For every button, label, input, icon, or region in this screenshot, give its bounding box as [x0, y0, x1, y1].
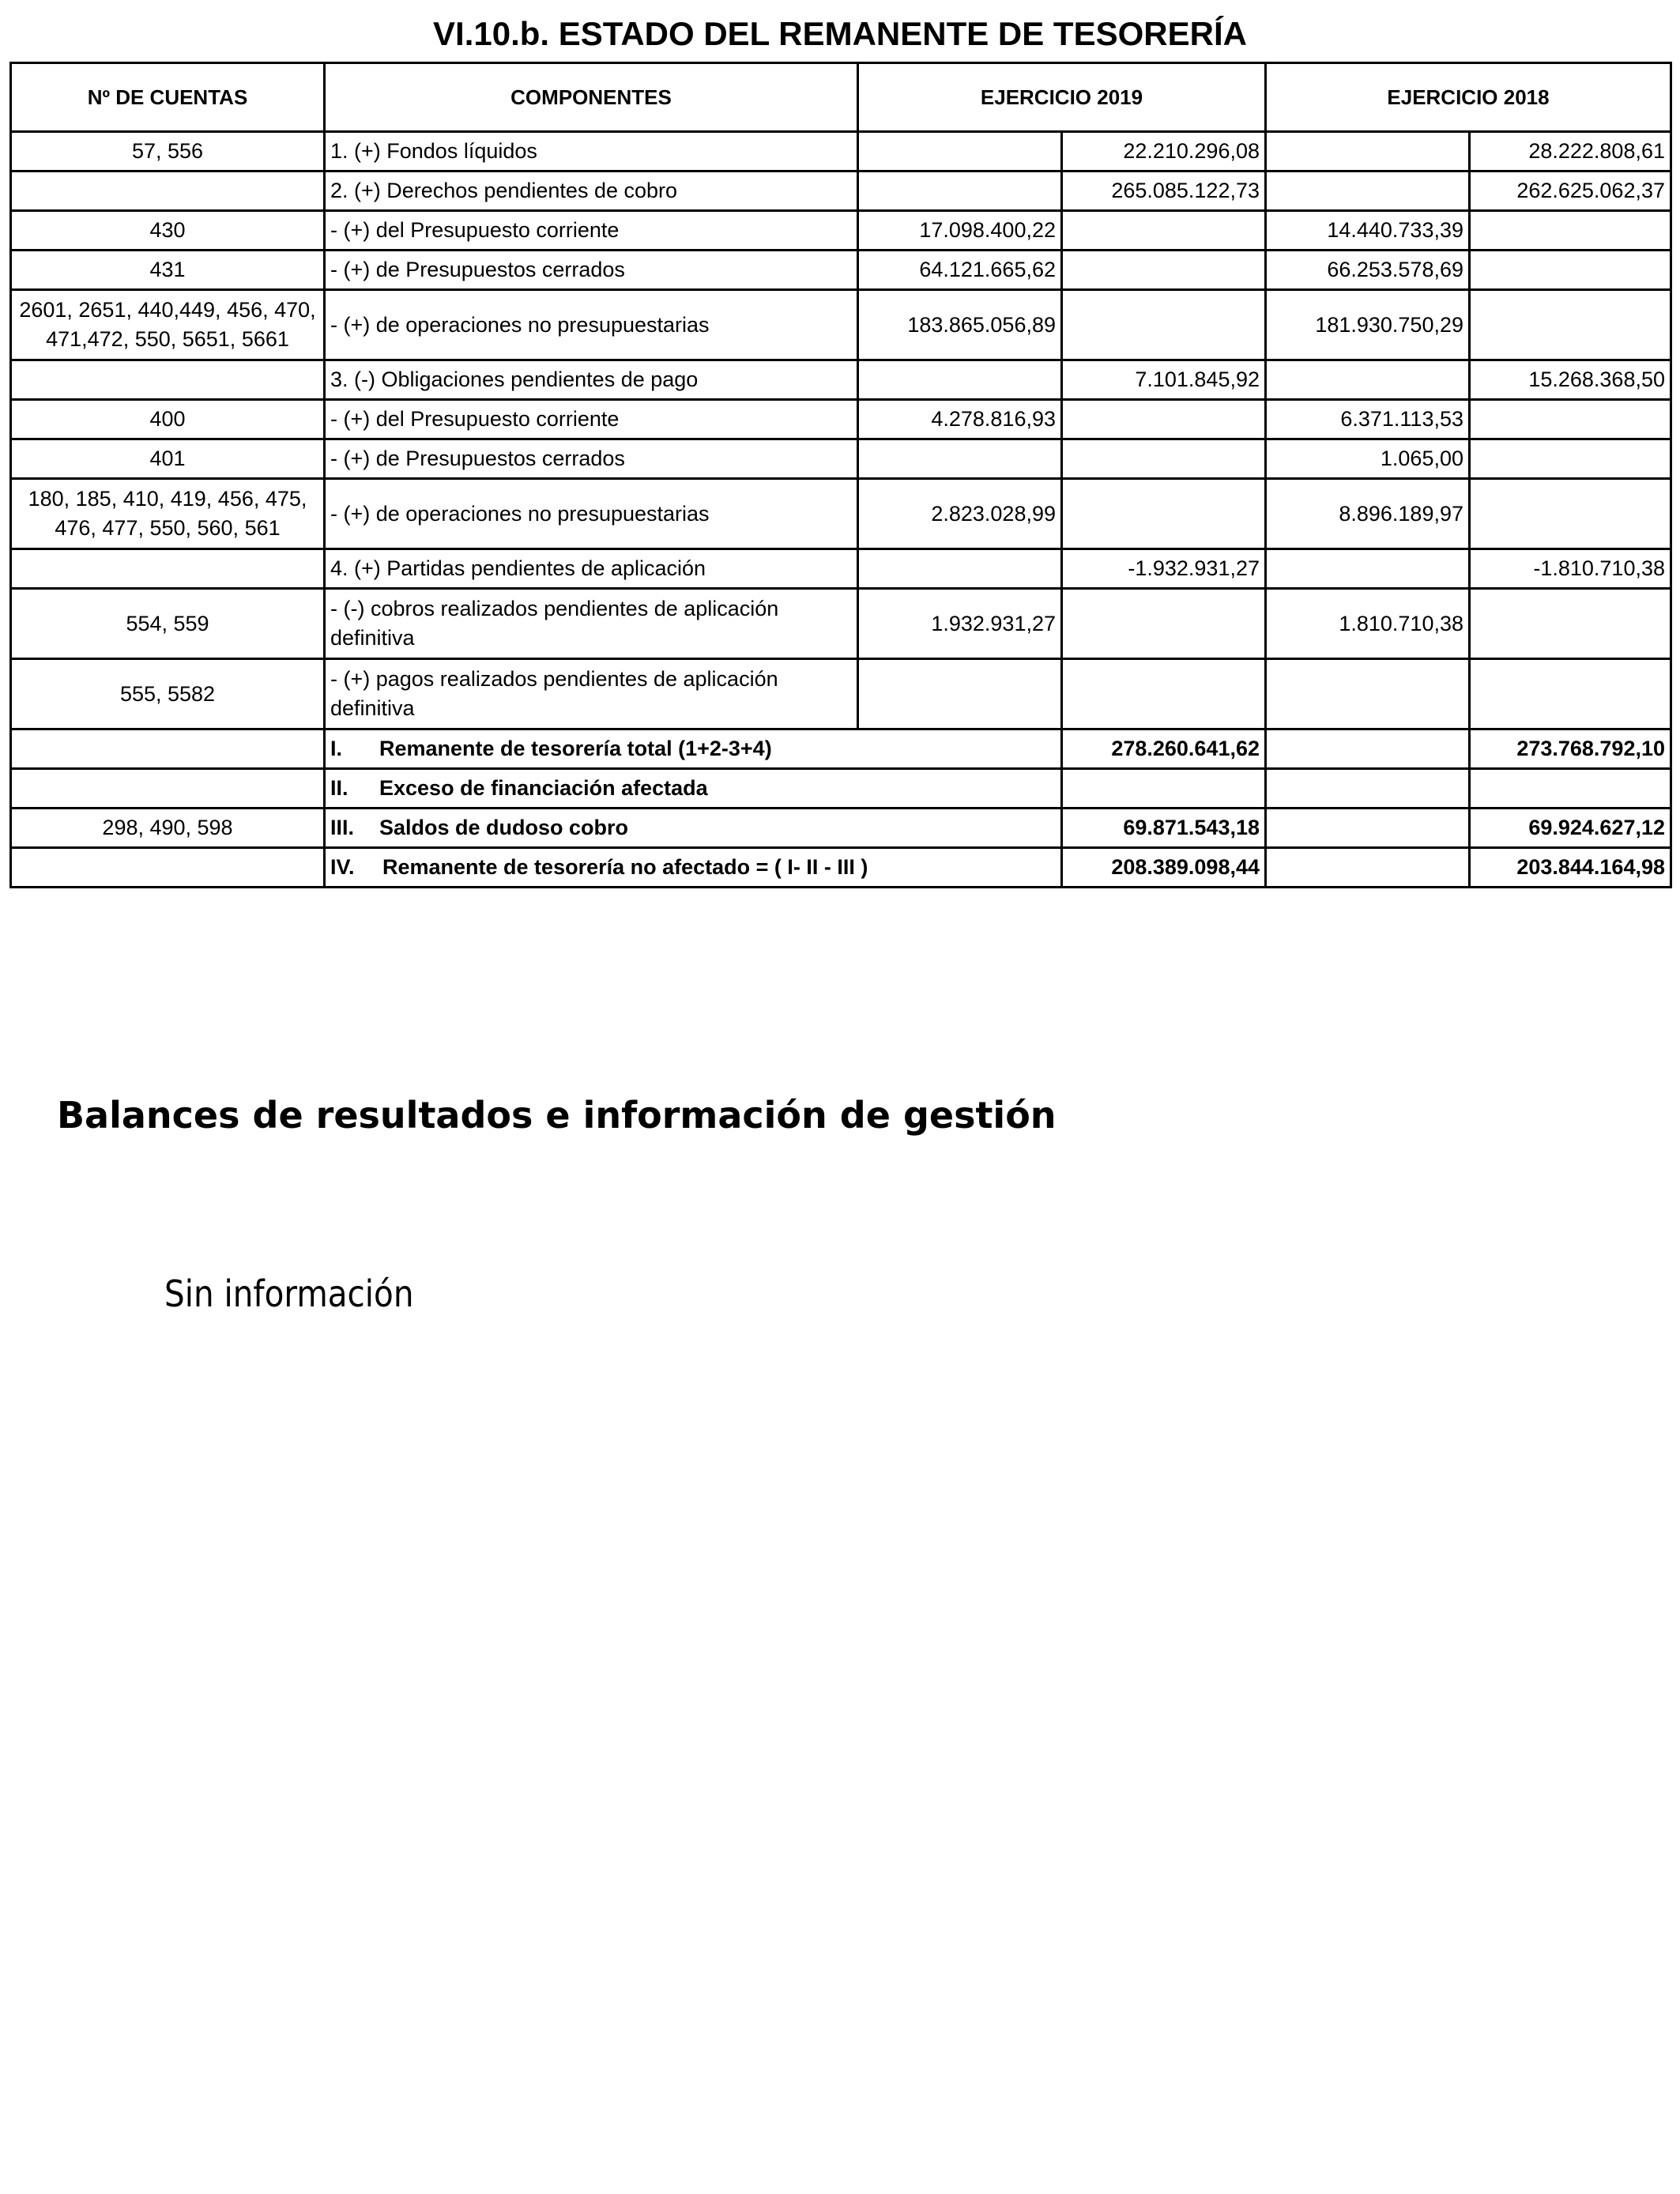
detalle-2019-cell: 183.865.056,89 [858, 290, 1062, 360]
total-label-cell [325, 729, 1062, 769]
table-row [11, 132, 1671, 172]
total-2018-cell [1470, 251, 1671, 290]
header-ejercicio-2019: EJERCICIO 2019 [858, 63, 1266, 132]
table-row [11, 439, 1671, 479]
detalle-2018-cell: 1.810.710,38 [1266, 589, 1470, 659]
componente-cell: 1. (+) Fondos líquidos [325, 132, 858, 172]
detalle-2018-cell [1266, 549, 1470, 589]
cuentas-cell [11, 729, 325, 769]
detalle-2019-cell [858, 549, 1062, 589]
cuentas-cell: 2601, 2651, 440,449, 456, 470, 471,472, 550, 5651, 5661 [11, 290, 325, 360]
total-2019-cell: -1.932.931,27 [1062, 549, 1266, 589]
total-label-cell [325, 848, 1062, 888]
table-header-row [11, 63, 1671, 132]
cuentas-cell: 401 [11, 439, 325, 479]
total-2019-cell: 265.085.122,73 [1062, 172, 1266, 211]
cuentas-cell [11, 549, 325, 589]
componente-cell: 3. (-) Obligaciones pendientes de pago [325, 360, 858, 400]
componente-cell: - (+) de Presupuestos cerrados [325, 251, 858, 290]
table-row [11, 290, 1671, 360]
detalle-2019-cell [858, 172, 1062, 211]
detalle-2019-cell: 4.278.816,93 [858, 400, 1062, 439]
table-row [11, 589, 1671, 659]
table-row [11, 549, 1671, 589]
total-2019-cell: 7.101.845,92 [1062, 360, 1266, 400]
cuentas-cell [11, 172, 325, 211]
cuentas-cell: 430 [11, 211, 325, 251]
detalle-2018-cell: 1.065,00 [1266, 439, 1470, 479]
section-heading: Balances de resultados e información de gestión [57, 1094, 1057, 1137]
detalle-2018-cell [1266, 172, 1470, 211]
detalle-2019-cell: 64.121.665,62 [858, 251, 1062, 290]
total-2018-cell [1470, 479, 1671, 549]
total-2019-cell [1062, 211, 1266, 251]
cuentas-cell: 57, 556 [11, 132, 325, 172]
header-cuentas: Nº DE CUENTAS [11, 63, 325, 132]
detalle-2018-cell: 66.253.578,69 [1266, 251, 1470, 290]
total-2018-cell: 273.768.792,10 [1470, 729, 1671, 769]
detalle-2018-cell: 6.371.113,53 [1266, 400, 1470, 439]
componente-cell: - (+) de operaciones no presupuestarias [325, 479, 858, 549]
detalle-2019-cell: 17.098.400,22 [858, 211, 1062, 251]
detalle-2018-cell [1266, 729, 1470, 769]
componente-cell: - (+) del Presupuesto corriente [325, 400, 858, 439]
total-2019-cell [1062, 769, 1266, 809]
total-2019-cell: 69.871.543,18 [1062, 809, 1266, 848]
table-row [11, 251, 1671, 290]
total-2019-cell [1062, 290, 1266, 360]
componente-cell: 2. (+) Derechos pendientes de cobro [325, 172, 858, 211]
total-2018-cell [1470, 400, 1671, 439]
total-2018-cell [1470, 659, 1671, 729]
table-row [11, 479, 1671, 549]
total-label: Exceso de financiación afectada [379, 776, 708, 800]
total-2018-cell: -1.810.710,38 [1470, 549, 1671, 589]
total-row [11, 809, 1671, 848]
total-label: Remanente de tesorería total (1+2-3+4) [379, 737, 772, 760]
detalle-2019-cell [858, 659, 1062, 729]
total-label-cell [325, 769, 1062, 809]
detalle-2018-cell [1266, 659, 1470, 729]
total-row [11, 729, 1671, 769]
table-row [11, 400, 1671, 439]
total-2019-cell [1062, 659, 1266, 729]
total-row [11, 769, 1671, 809]
componente-cell: - (-) cobros realizados pendientes de aplicación definitiva [325, 589, 858, 659]
page-title: VI.10.b. ESTADO DEL REMANENTE DE TESORERÍA [433, 15, 1247, 52]
total-label-cell [325, 809, 1062, 848]
total-2018-cell [1470, 589, 1671, 659]
total-2018-cell: 203.844.164,98 [1470, 848, 1671, 888]
cuentas-cell: 431 [11, 251, 325, 290]
total-2018-cell [1470, 439, 1671, 479]
total-2019-cell [1062, 251, 1266, 290]
total-2018-cell [1470, 211, 1671, 251]
header-ejercicio-2018: EJERCICIO 2018 [1266, 63, 1671, 132]
cuentas-cell [11, 769, 325, 809]
detalle-2018-cell [1266, 848, 1470, 888]
total-2018-cell: 262.625.062,37 [1470, 172, 1671, 211]
total-2018-cell: 28.222.808,61 [1470, 132, 1671, 172]
componente-cell: - (+) del Presupuesto corriente [325, 211, 858, 251]
detalle-2019-cell: 2.823.028,99 [858, 479, 1062, 549]
total-2018-cell: 15.268.368,50 [1470, 360, 1671, 400]
total-2019-cell [1062, 400, 1266, 439]
detalle-2018-cell: 181.930.750,29 [1266, 290, 1470, 360]
detalle-2019-cell [858, 439, 1062, 479]
cuentas-cell [11, 360, 325, 400]
cuentas-cell: 555, 5582 [11, 659, 325, 729]
roman-numeral: IV. [330, 855, 355, 879]
total-2018-cell [1470, 769, 1671, 809]
componente-cell: - (+) pagos realizados pendientes de aplicación definitiva [325, 659, 858, 729]
table-row [11, 360, 1671, 400]
detalle-2018-cell [1266, 132, 1470, 172]
cuentas-cell [11, 848, 325, 888]
detalle-2018-cell: 14.440.733,39 [1266, 211, 1470, 251]
total-row [11, 848, 1671, 888]
table-row [11, 659, 1671, 729]
total-label: Remanente de tesorería no afectado = ( I- II - III ) [382, 855, 868, 879]
detalle-2018-cell [1266, 809, 1470, 848]
total-label: Saldos de dudoso cobro [379, 816, 629, 839]
total-2019-cell: 208.389.098,44 [1062, 848, 1266, 888]
detalle-2018-cell: 8.896.189,97 [1266, 479, 1470, 549]
total-2019-cell: 22.210.296,08 [1062, 132, 1266, 172]
componente-cell: - (+) de Presupuestos cerrados [325, 439, 858, 479]
total-2019-cell [1062, 479, 1266, 549]
remanente-table [9, 62, 1672, 888]
cuentas-cell: 554, 559 [11, 589, 325, 659]
cuentas-cell: 298, 490, 598 [11, 809, 325, 848]
componente-cell: - (+) de operaciones no presupuestarias [325, 290, 858, 360]
total-2018-cell: 69.924.627,12 [1470, 809, 1671, 848]
total-2018-cell [1470, 290, 1671, 360]
total-2019-cell [1062, 439, 1266, 479]
table-row [11, 211, 1671, 251]
total-2019-cell: 278.260.641,62 [1062, 729, 1266, 769]
detalle-2019-cell [858, 132, 1062, 172]
roman-numeral: II. [330, 776, 348, 800]
detalle-2018-cell [1266, 769, 1470, 809]
cuentas-cell: 180, 185, 410, 419, 456, 475, 476, 477, 550, 560, 561 [11, 479, 325, 549]
roman-numeral: III. [330, 816, 355, 839]
table-row [11, 172, 1671, 211]
total-2019-cell [1062, 589, 1266, 659]
cuentas-cell: 400 [11, 400, 325, 439]
roman-numeral: I. [330, 737, 343, 760]
detalle-2019-cell [858, 360, 1062, 400]
no-information-text: Sin información [164, 1272, 414, 1315]
detalle-2019-cell: 1.932.931,27 [858, 589, 1062, 659]
header-componentes: COMPONENTES [325, 63, 858, 132]
componente-cell: 4. (+) Partidas pendientes de aplicación [325, 549, 858, 589]
detalle-2018-cell [1266, 360, 1470, 400]
